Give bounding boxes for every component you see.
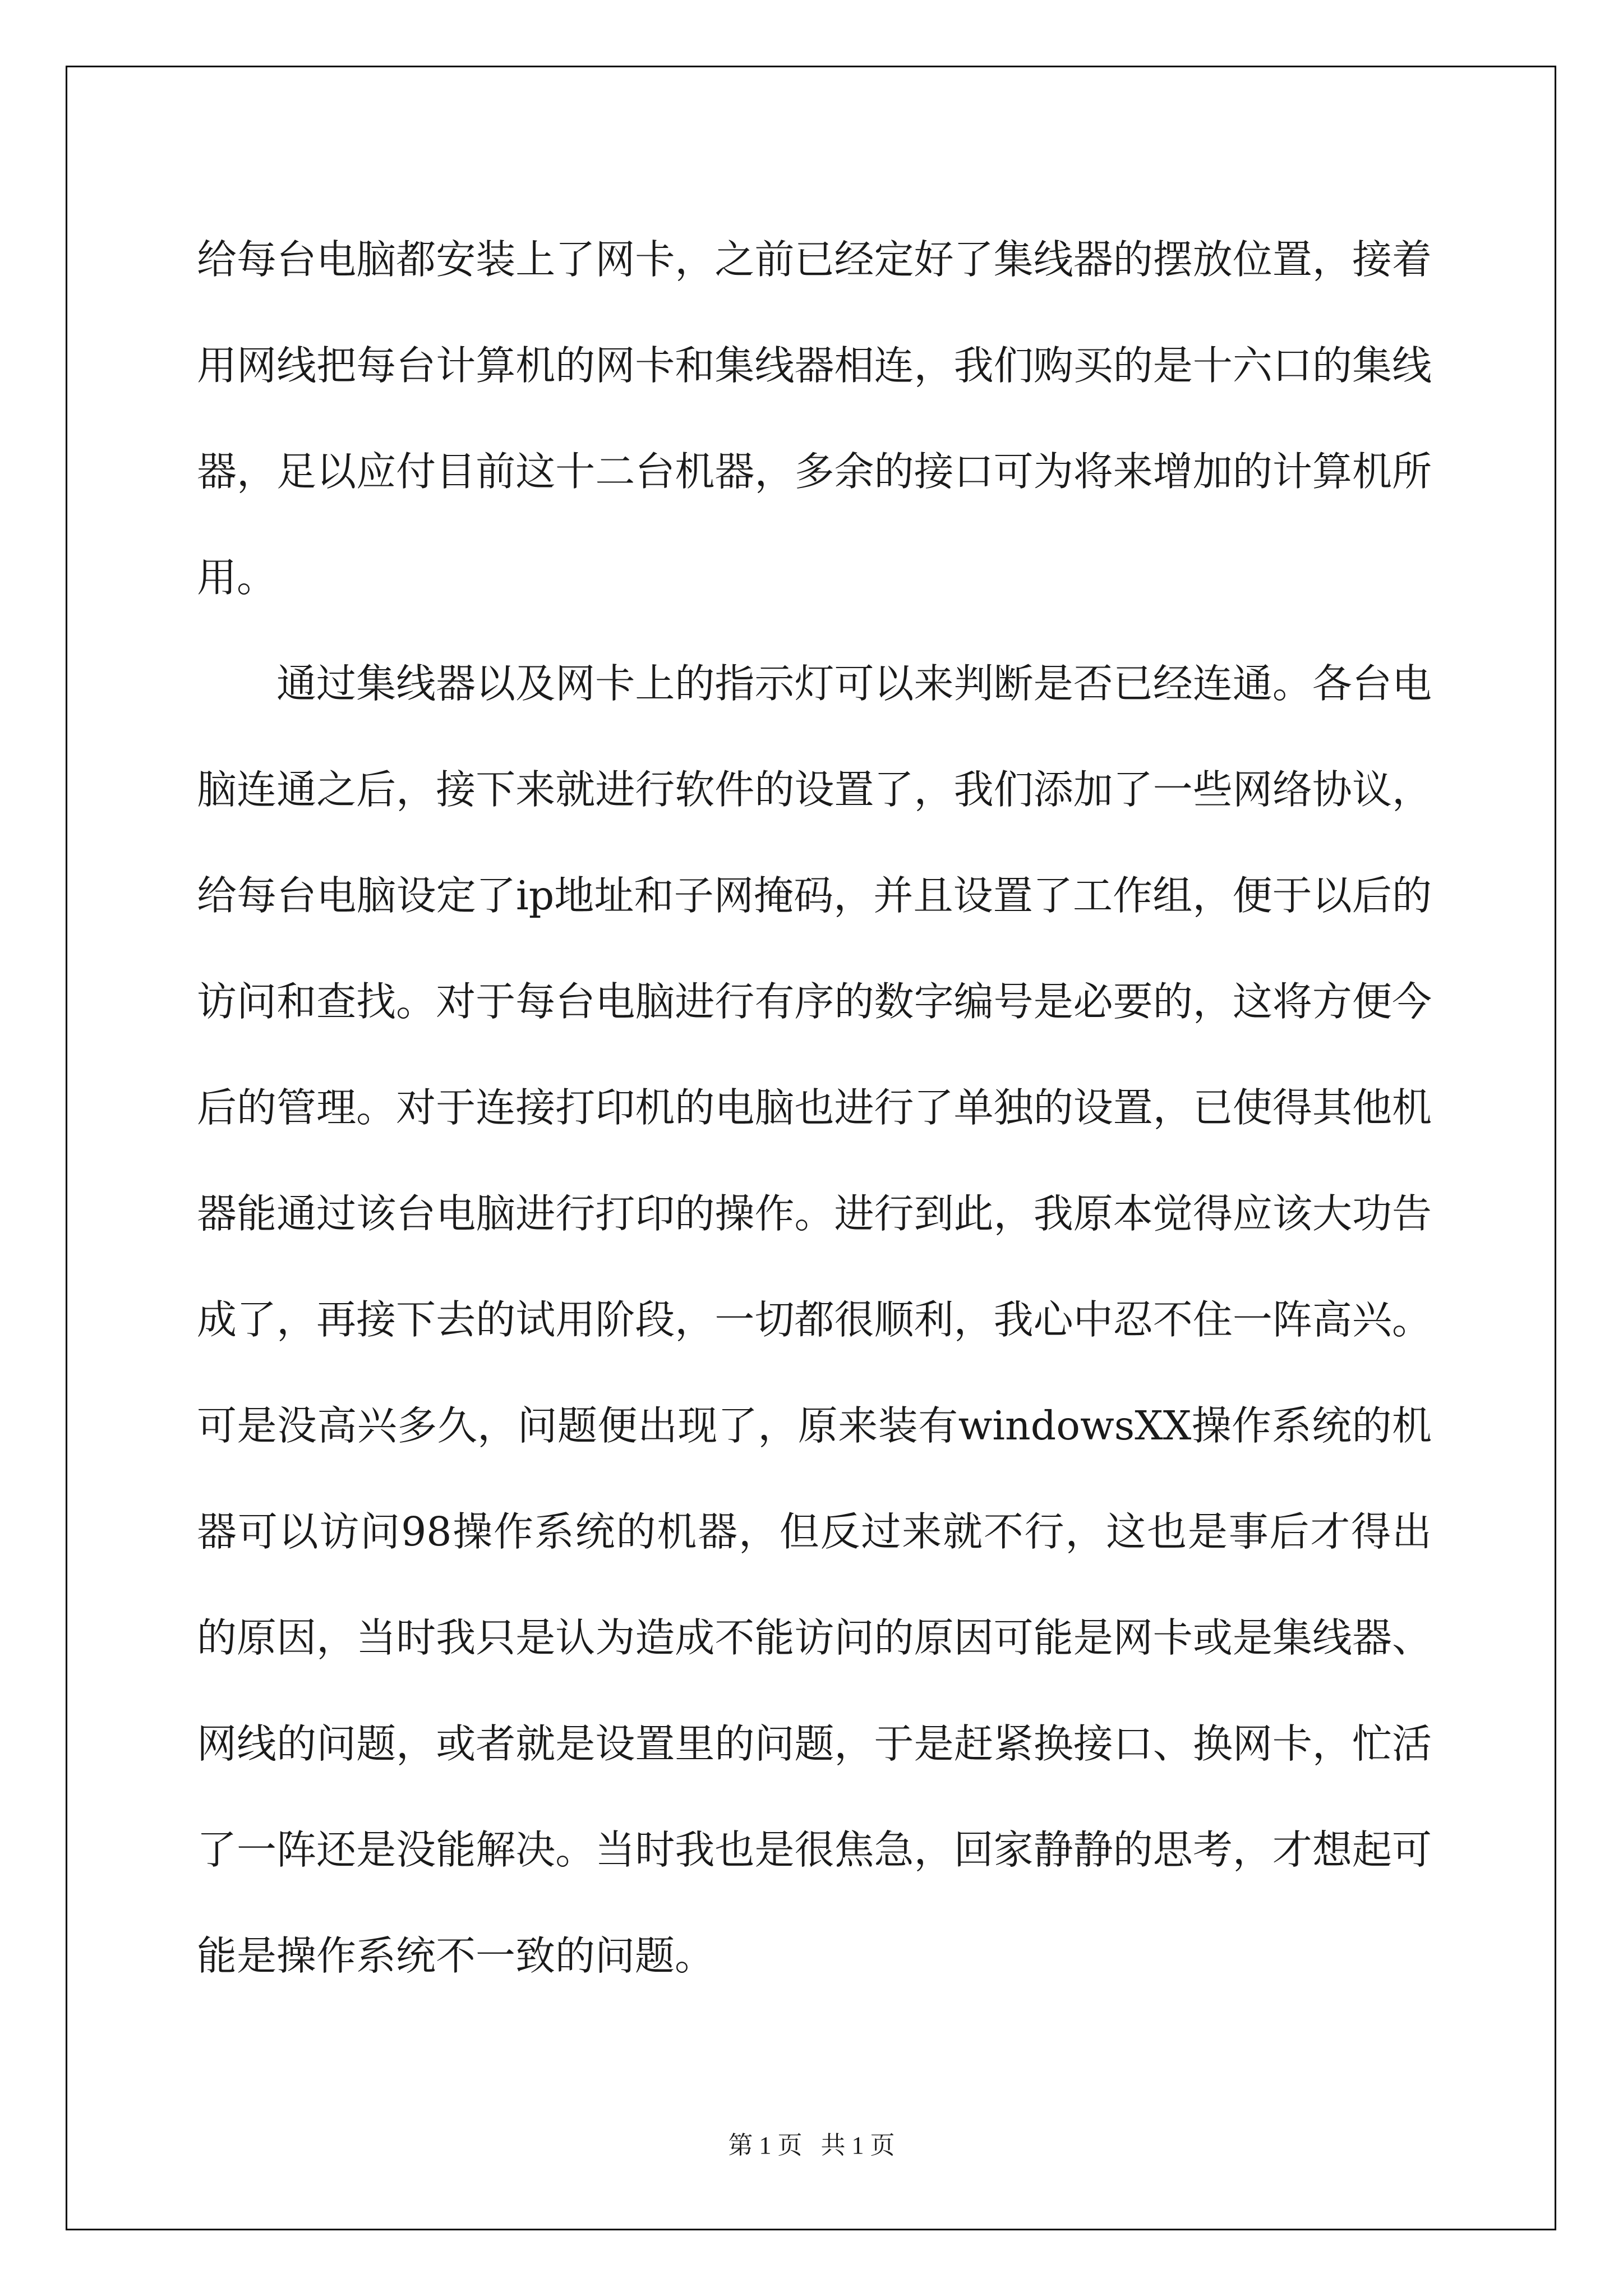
- paragraph-2: 通过集线器以及网卡上的指示灯可以来判断是否已经连通。各台电脑连通之后，接下来就进行软件的设置了，我们添加了一些网络协议，给每台电脑设定了ip地址和子网掩码，并且设置了工作组，便于以后的访问和查找。对于每台电脑进行有序的数字编号是必要的，这将方便今后的管理。对于连接打印机的电脑也进行了单独的设置，已使得其他机器能通过该台电脑进行打印的操作。进行到此，我原本觉得应该大功告成了，再接下去的试用阶段，一切都很顺利，我心中忍不住一阵高兴。可是没高兴多久，问题便出现了，原来装有windowsXX操作系统的机器可以访问98操作系统的机器，但反过来就不行，这也是事后才得出的原因，当时我只是认为造成不能访问的原因可能是网卡或是集线器、网线的问题，或者就是设置里的问题，于是赶紧换接口、换网卡，忙活了一阵还是没能解决。当时我也是很焦急，回家静静的思考，才想起可能是操作系统不一致的问题。: [197, 660, 1432, 1979]
- document-body: [197, 206, 1432, 2009]
- page-number-footer: 第 1 页 共 1 页: [728, 2132, 895, 2159]
- paragraph-1: 给每台电脑都安装上了网卡，之前已经定好了集线器的摆放位置，接着用网线把每台计算机的网卡和集线器相连，我们购买的是十六口的集线器，足以应付目前这十二台机器，多余的接口可为将来增加的计算机所用。: [197, 236, 1432, 601]
